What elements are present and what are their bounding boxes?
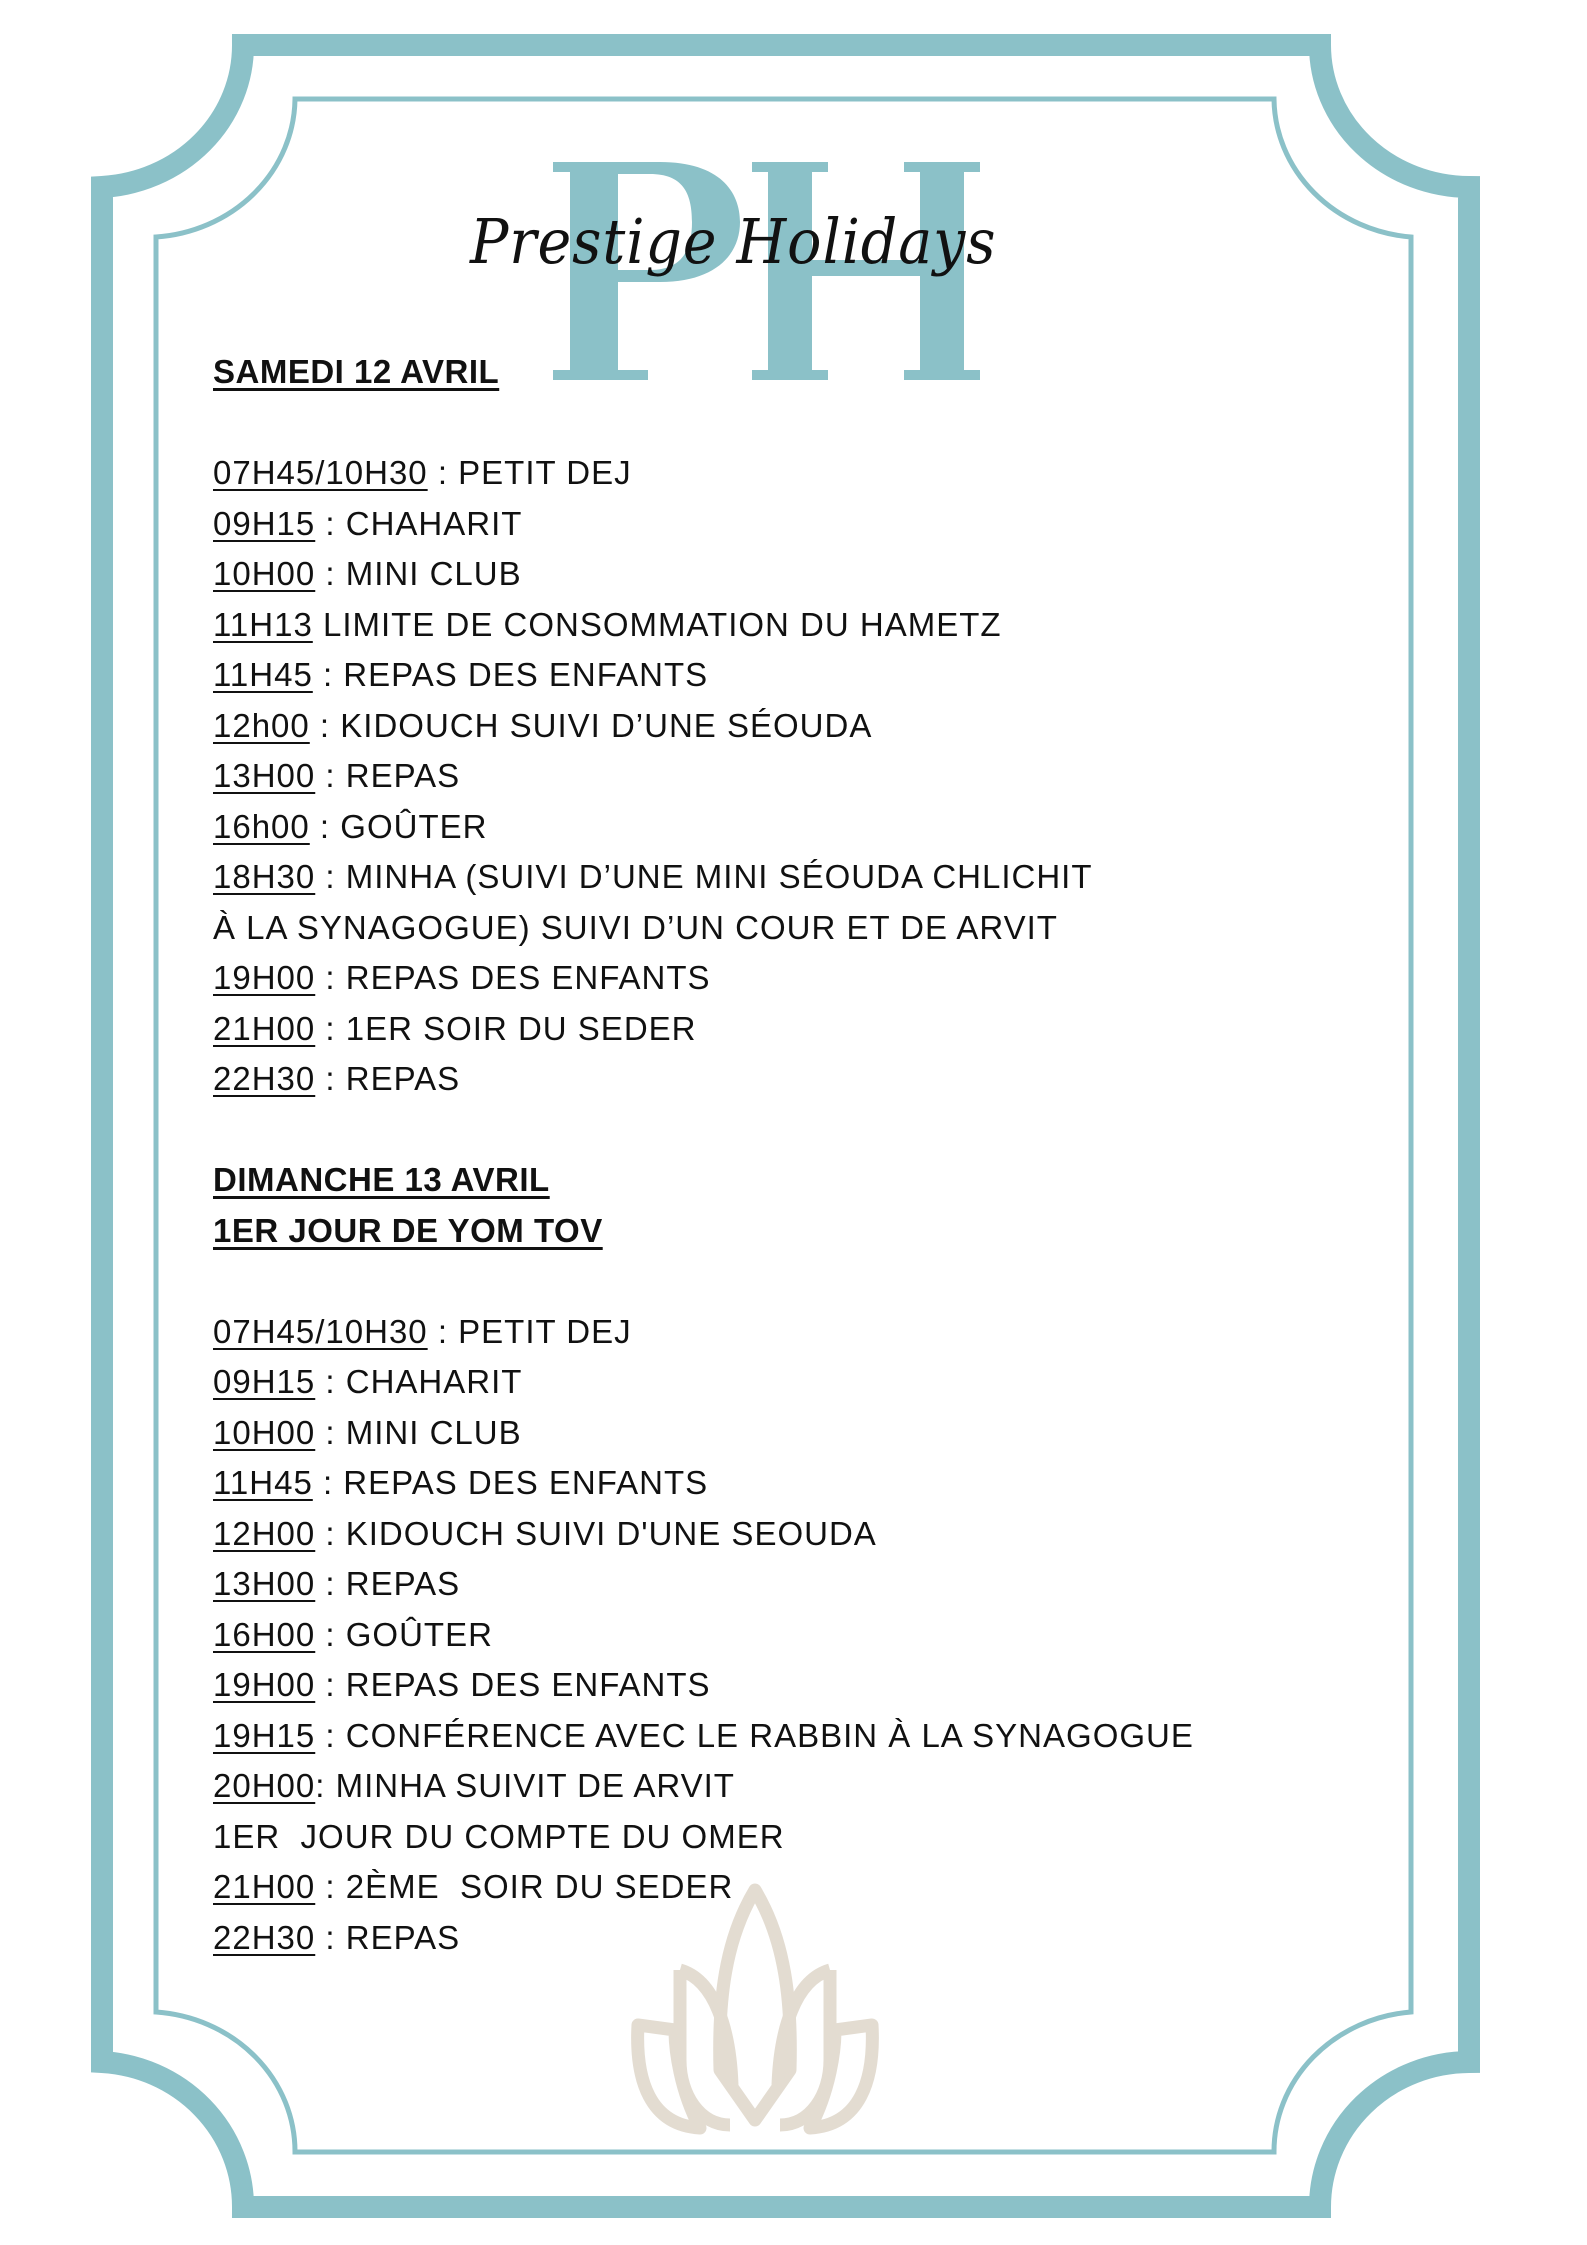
schedule-activity: : REPAS (315, 1060, 461, 1097)
schedule-item (213, 1408, 1194, 1459)
schedule-item (213, 1357, 1194, 1408)
schedule-item (213, 650, 1093, 701)
day-heading: 1ER JOUR DE YOM TOV (213, 1211, 603, 1249)
lotus-ornament-icon (620, 1880, 890, 2140)
logo-script-text: Prestige Holidays (470, 205, 997, 278)
schedule-activity: : MINHA SUIVIT DE ARVIT (315, 1767, 735, 1804)
schedule-time: 19H00 (213, 959, 316, 996)
schedule-time: 10H00 (213, 555, 316, 592)
schedule-activity: : PETIT DEJ (427, 454, 632, 491)
schedule-time: 19H15 (213, 1716, 316, 1754)
spacer (213, 398, 1093, 449)
schedule-item (213, 1610, 1194, 1661)
schedule-time: 22H30 (213, 1918, 316, 1956)
schedule-time: 11H45 (213, 1464, 313, 1501)
schedule-time: 18H30 (213, 858, 316, 895)
schedule-item (213, 1761, 1194, 1812)
schedule-activity: : KIDOUCH SUIVI D'UNE SEOUDA (315, 1514, 877, 1552)
schedule-item (213, 802, 1093, 853)
schedule-activity: : MINHA (SUIVI D’UNE MINI SÉOUDA CHLICHIT (315, 858, 1093, 895)
schedule-item (213, 1458, 1194, 1509)
schedule-item (213, 448, 1093, 499)
schedule-time: 13H00 (213, 757, 316, 794)
schedule-activity: 1ER JOUR DU COMPTE DU OMER (213, 1817, 785, 1855)
schedule-item (213, 701, 1093, 752)
schedule-time: 16h00 (213, 807, 310, 845)
schedule-activity: : 1ER SOIR DU SEDER (315, 1009, 697, 1047)
schedule-item (213, 600, 1093, 651)
schedule-activity: : REPAS (315, 1918, 461, 1956)
schedule-activity: : CHAHARIT (315, 1363, 523, 1400)
schedule-time: 21H00 (213, 1009, 316, 1047)
schedule-item (213, 499, 1093, 550)
schedule-activity: : REPAS DES ENFANTS (315, 1666, 711, 1703)
schedule-item (213, 1559, 1194, 1610)
schedule-time: 09H15 (213, 1363, 316, 1400)
schedule-item (213, 1054, 1093, 1105)
schedule-item (213, 903, 1093, 954)
schedule-activity: : REPAS DES ENFANTS (312, 656, 709, 693)
day-heading: DIMANCHE 13 AVRIL (213, 1161, 550, 1198)
schedule-time: 11H45 (213, 656, 313, 693)
schedule-activity: : REPAS DES ENFANTS (312, 1464, 709, 1501)
schedule-time: 16H00 (213, 1615, 316, 1653)
day-heading: SAMEDI 12 AVRIL (213, 353, 500, 390)
schedule-item (213, 953, 1093, 1004)
schedule-activity: : REPAS (315, 1565, 461, 1602)
schedule-item (213, 1812, 1194, 1863)
schedule-item (213, 1711, 1194, 1762)
schedule-time: 10H00 (213, 1413, 316, 1451)
spacer (213, 1256, 1194, 1307)
schedule-time: 09H15 (213, 504, 316, 542)
schedule-time: 20H00 (213, 1767, 316, 1804)
schedule-activity: : PETIT DEJ (427, 1312, 632, 1350)
schedule-time: 21H00 (213, 1868, 316, 1905)
schedule-day-2 (213, 1155, 1194, 1963)
schedule-activity: À LA SYNAGOGUE) SUIVI D’UN COUR ET DE ARVIT (213, 908, 1058, 946)
schedule-time: 22H30 (213, 1060, 316, 1097)
schedule-item (213, 549, 1093, 600)
schedule-time: 07H45/10H30 (213, 1312, 428, 1350)
schedule-activity: : GOÛTER (315, 1615, 493, 1653)
schedule-time: 19H00 (213, 1666, 316, 1703)
schedule-activity: : GOÛTER (309, 807, 488, 845)
schedule-activity: : REPAS DES ENFANTS (315, 959, 711, 996)
schedule-time: 07H45/10H30 (213, 454, 428, 491)
schedule-item (213, 852, 1093, 903)
schedule-time: 13H00 (213, 1565, 316, 1602)
schedule-activity: : KIDOUCH SUIVI D’UNE SÉOUDA (309, 706, 873, 744)
schedule-activity: : CHAHARIT (315, 504, 523, 542)
schedule-time: 12H00 (213, 1514, 316, 1552)
schedule-item (213, 1509, 1194, 1560)
schedule-activity: : 2ÈME SOIR DU SEDER (315, 1868, 734, 1905)
schedule-item (213, 751, 1093, 802)
schedule-activity: : MINI CLUB (315, 1413, 522, 1451)
schedule-time: 11H13 (213, 605, 313, 643)
schedule-activity: : CONFÉRENCE AVEC LE RABBIN À LA SYNAGOGUE (315, 1716, 1194, 1754)
schedule-activity: LIMITE DE CONSOMMATION DU HAMETZ (312, 605, 1002, 643)
schedule-item (213, 1307, 1194, 1358)
schedule-time: 12h00 (213, 706, 310, 744)
schedule-activity: : MINI CLUB (315, 555, 522, 592)
schedule-day-1 (213, 347, 1093, 1105)
schedule-activity: : REPAS (315, 757, 461, 794)
schedule-item (213, 1660, 1194, 1711)
schedule-item (213, 1004, 1093, 1055)
